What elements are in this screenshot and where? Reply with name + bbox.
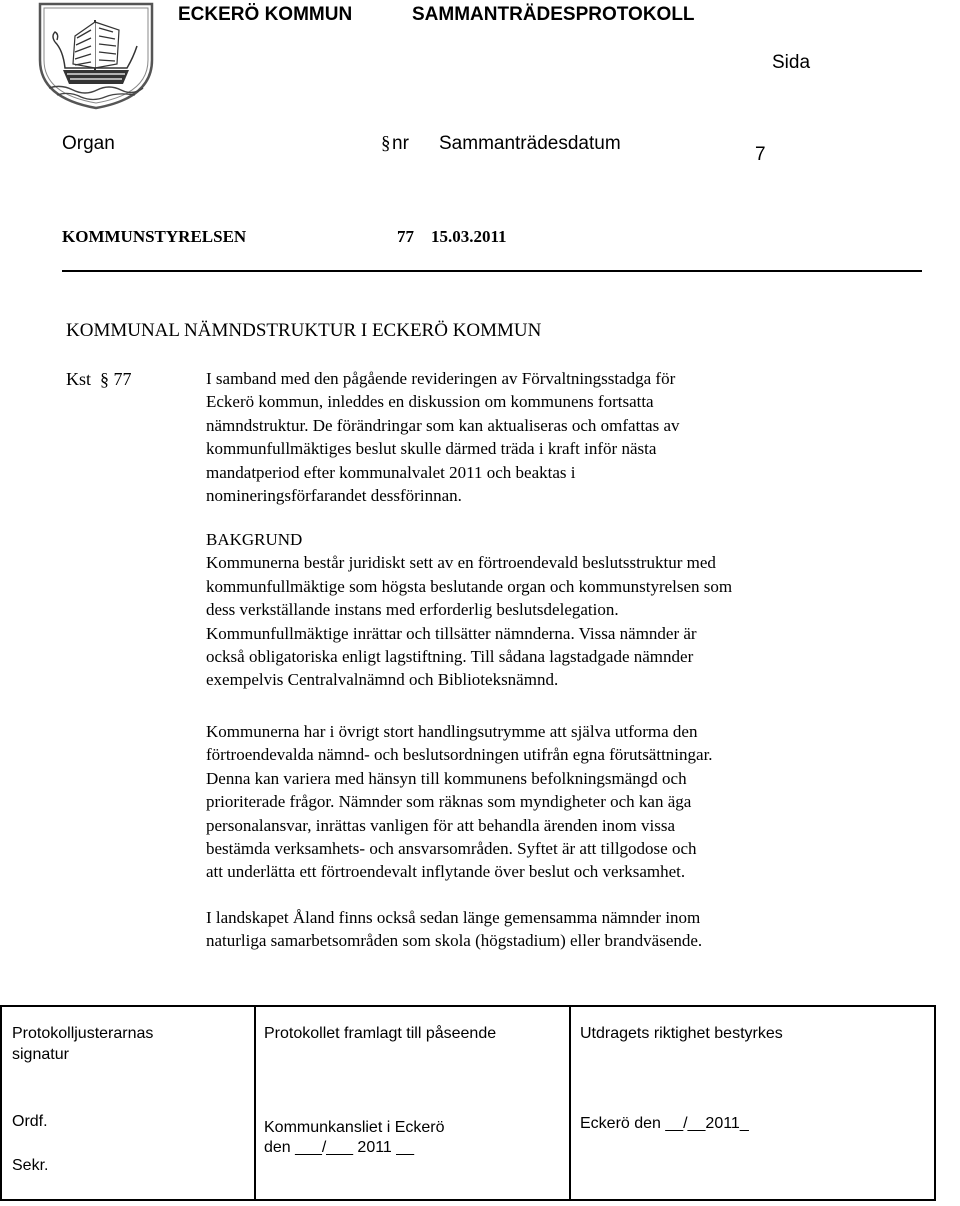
municipal-crest-logo	[37, 2, 155, 110]
signatures-heading: Protokolljusterarnas signatur	[12, 1025, 154, 1063]
certification-date: Eckerö den __/__2011_	[580, 1115, 749, 1132]
text-line: Denna kan variera med hänsyn till kommunens befolkningsmängd och	[206, 768, 687, 788]
text-line: personalansvar, inrättas vanligen för att behandla ärenden inom vissa	[206, 815, 676, 835]
kst-reference	[66, 369, 132, 390]
page-number: 7	[755, 144, 766, 165]
municipality-name: ECKERÖ KOMMUN	[178, 4, 353, 25]
text-line: exempelvis Centralvalnämnd och Biblioteksnämnd.	[206, 670, 559, 690]
text-line: nämndstruktur. De förändringar som kan aktualiseras och omfattas av	[206, 415, 680, 435]
kst-label: Kst	[66, 369, 92, 389]
text-line: Kommunerna består juridiskt sett av en förtroendevald beslutsstruktur med	[206, 553, 716, 573]
text-line: Kommunfullmäktige inrättar och tillsätter nämnderna. Vissa nämnder är	[206, 623, 697, 643]
paragraph-aland	[206, 906, 926, 953]
organ-label: Organ	[62, 133, 115, 154]
text-line: att underlätta ett förtroendevalt inflytande över beslut och verksamhet.	[206, 862, 686, 882]
document-type: SAMMANTRÄDESPROTOKOLL	[412, 4, 695, 25]
date-value: 15.03.2011	[431, 227, 507, 246]
kst-number: 77	[113, 369, 132, 389]
text-line: också obligatoriska enligt lagstiftning. Till sådana lagstadgade nämnder	[206, 647, 694, 667]
paragraph-introduction	[206, 367, 926, 507]
date-label: Sammanträdesdatum	[439, 133, 621, 154]
background-heading: BAKGRUND	[206, 530, 303, 549]
posting-date: den ___/___ 2011 __	[264, 1139, 415, 1156]
page-label: Sida	[772, 52, 811, 73]
paragraph-background	[206, 528, 926, 692]
table-divider	[254, 1007, 256, 1199]
text-line: nomineringsförfarandet dessförinnan.	[206, 486, 462, 506]
table-divider	[569, 1007, 571, 1199]
text-line: prioriterade frågor. Nämnder som räknas som myndigheter och kan äga	[206, 792, 692, 812]
item-title: KOMMUNAL NÄMNDSTRUKTUR I ECKERÖ KOMMUN	[66, 320, 542, 341]
text-line: I samband med den pågående revideringen av Förvaltningsstadga för	[206, 369, 676, 388]
posting-place: Kommunkansliet i Eckerö	[264, 1119, 445, 1136]
chairman-label: Ordf.	[12, 1113, 48, 1130]
text-line: I landskapet Åland finns också sedan länge gemensamma nämnder inom	[206, 908, 701, 927]
certification-heading: Utdragets riktighet bestyrkes	[580, 1025, 783, 1042]
text-line: dess verkställande instans med erforderlig beslutsdelegation.	[206, 600, 619, 620]
nr-label: nr	[392, 133, 409, 154]
kst-section-symbol: §	[100, 369, 110, 389]
text-line: Eckerö kommun, inleddes en diskussion om kommunens fortsatta	[206, 392, 654, 412]
text-line: kommunfullmäktige som högsta beslutande organ och kommunstyrelsen som	[206, 576, 733, 596]
section-symbol: §	[381, 133, 391, 154]
text-line: mandatperiod efter kommunalvalet 2011 och beaktas i	[206, 462, 576, 482]
paragraph-handlingsutrymme	[206, 720, 926, 884]
text-line: Kommunerna har i övrigt stort handlingsutrymme att själva utforma den	[206, 722, 698, 741]
text-line: förtroendevalda nämnd- och beslutsordningen utifrån egna förutsättningar.	[206, 745, 713, 765]
signature-table	[0, 1005, 936, 1201]
text-line: kommunfullmäktiges beslut skulle därmed träda i kraft inför nästa	[206, 439, 657, 459]
posting-heading: Protokollet framlagt till påseende	[264, 1025, 497, 1042]
header-divider	[62, 270, 922, 272]
text-line: bestämda verksamhets- och ansvarsområden. Syftet är att tillgodose och	[206, 839, 697, 859]
text-line: naturliga samarbetsområden som skola (högstadium) eller brandväsende.	[206, 931, 703, 951]
nr-value: 77	[397, 227, 414, 246]
organ-value: KOMMUNSTYRELSEN	[62, 227, 247, 246]
secretary-label: Sekr.	[12, 1157, 49, 1174]
